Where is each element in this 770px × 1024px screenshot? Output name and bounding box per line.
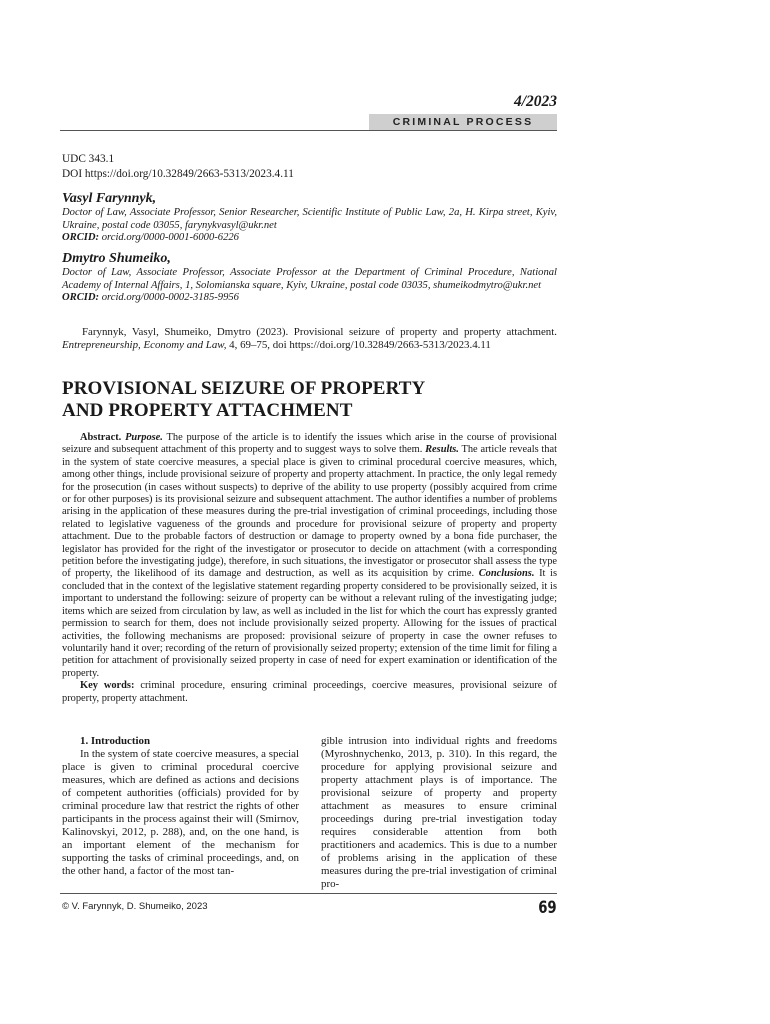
- author-orcid: [62, 292, 557, 305]
- udc-code: UDC 343.1: [62, 153, 115, 165]
- copyright: © V. Farynnyk, D. Shumeiko, 2023: [62, 901, 208, 912]
- conclusions-text: It is concluded that in the context of the legislative statement regarding property considered to be provisionally seized, it is important to understand the following: seizure of property can be without a relevant ruling of the investigating judge; items which are seized from circulation by law, as well as included in the list for which the court has expressly granted permission to search for them, does not include provisionally seized property. Allowing for the issues of practical activities, the following mechanisms are proposed: provisional seizure of property in case the owner refuses to voluntarily hand it over; recording of the return of provisionally seized property; extension of the time limit for filing a petition for attachment of provisionally seized property in case of need for expert examination or identification of the property.: [62, 568, 557, 679]
- author-name: Vasyl Farynnyk,: [62, 191, 157, 206]
- body-column-right: [321, 735, 557, 891]
- author-affiliation: Doctor of Law, Associate Professor, Senior Researcher, Scientific Institute of Public Law, 2a, H. Kirpa street, Kyiv, Ukraine, postal code 03055, farynykvasyl@ukr.net: [62, 207, 557, 231]
- keywords: [62, 680, 557, 705]
- keywords-text: criminal procedure, ensuring criminal proceedings, coercive measures, provisional seizure of property, property attachment.: [62, 680, 557, 704]
- citation-journal: Entrepreneurship, Economy and Law,: [62, 339, 227, 351]
- orcid-label: ORCID:: [62, 232, 100, 244]
- footer-divider: [60, 893, 557, 894]
- results-text: The article reveals that in the system of state coercive measures, a special place is given to criminal procedural coercive measures, which, among other things, include provisional seizure of property and property attachment. In practice, the only legal remedy for the prosecution (in cases without suspects) to deprive of the ability to use property (possibly acquired from crime or for other purposes) is its provisional seizure and subsequent attachment. The author identifies a number of problems arising in the application of these measures during the pre-trial investigation of criminal proceedings, including those related to legislative vagueness of the grounds and procedure for provisional seizure of property and property attachment. Due to the probable factors of destruction or damage to property owned by a bona fide purchaser, the legislator has provided for the right of the investigator or prosecutor to decide on attachment (with a corresponding petition before the investigating judge), therefore, in such situations, the investigator or prosecutor shall assess the type of property, the likelihood of its damage and destruction, as well as its acquisition by crime.: [62, 444, 557, 580]
- orcid-label: ORCID:: [62, 292, 100, 304]
- body-text-left: In the system of state coercive measures, a special place is given to criminal procedural coercive measures, which are defined as actions and decisions of competent authorities (officials) provided for by criminal procedure law that restrict the rights of other participants in the process against their will (Smirnov, Kalinovskyi, 2012, p. 288), and, on the one hand, is an important element of the mechanism for supporting the tasks of criminal proceedings, and, on the other hand, a factor of the most tan-: [62, 748, 299, 877]
- body-text-right: gible intrusion into individual rights and freedoms (Myroshnychenko, 2013, p. 310). In this regard, the procedure for applying provisional seizure and property attachment plays is of importance. The provisional seizure of property and property attachment as measures to ensure criminal proceedings during pre-trial investigation today requires considerable attention from both practitioners and academics. This is due to a number of problems arising in the application of these measures during the pre-trial investigation of criminal pro-: [321, 735, 557, 890]
- keywords-label: Key words:: [80, 680, 135, 692]
- purpose-text: The purpose of the article is to identify the issues which arise in the course of provisional seizure and subsequent attachment of this property and to suggest ways to solve them.: [62, 432, 557, 456]
- author-affiliation: Doctor of Law, Associate Professor, Associate Professor at the Department of Criminal Procedure, National Academy of Internal Affairs, 1, Solomianska square, Kyiv, Ukraine, postal code 03035, shumeikodmytro@ukr.net: [62, 267, 557, 291]
- citation: [62, 326, 557, 352]
- title-line-2: AND PROPERTY ATTACHMENT: [62, 400, 353, 421]
- article-meta: [62, 152, 557, 181]
- author-block-1: [62, 190, 557, 245]
- header-divider: [60, 130, 557, 131]
- abstract-label: Abstract.: [80, 432, 122, 443]
- abstract: [62, 432, 557, 705]
- body-column-left: [62, 735, 299, 878]
- page-number: 69: [538, 898, 557, 918]
- author-orcid: [62, 232, 557, 245]
- orcid-link[interactable]: orcid.org/0000-0001-6000-6226: [99, 232, 239, 244]
- citation-authors: Farynnyk, Vasyl, Shumeiko, Dmytro (2023). Provisional seizure of property and property attachment.: [82, 326, 557, 338]
- conclusions-label: Conclusions.: [478, 568, 535, 580]
- citation-doi: 4, 69–75, doi https://doi.org/10.32849/2663-5313/2023.4.11: [226, 339, 491, 351]
- doi-line: DOI https://doi.org/10.32849/2663-5313/2023.4.11: [62, 167, 294, 180]
- issue-number: 4/2023: [513, 93, 557, 110]
- section-heading: 1. Introduction: [80, 735, 150, 747]
- author-name: Dmytro Shumeiko,: [62, 251, 171, 266]
- purpose-label: Purpose.: [125, 432, 163, 443]
- author-block-2: [62, 250, 557, 305]
- title-line-1: PROVISIONAL SEIZURE OF PROPERTY: [62, 378, 426, 399]
- orcid-link[interactable]: orcid.org/0000-0002-3185-9956: [99, 292, 239, 304]
- results-label: Results.: [425, 444, 459, 456]
- section-rubric: CRIMINAL PROCESS: [369, 114, 557, 130]
- abstract-text: [62, 432, 557, 680]
- article-title: [62, 378, 557, 422]
